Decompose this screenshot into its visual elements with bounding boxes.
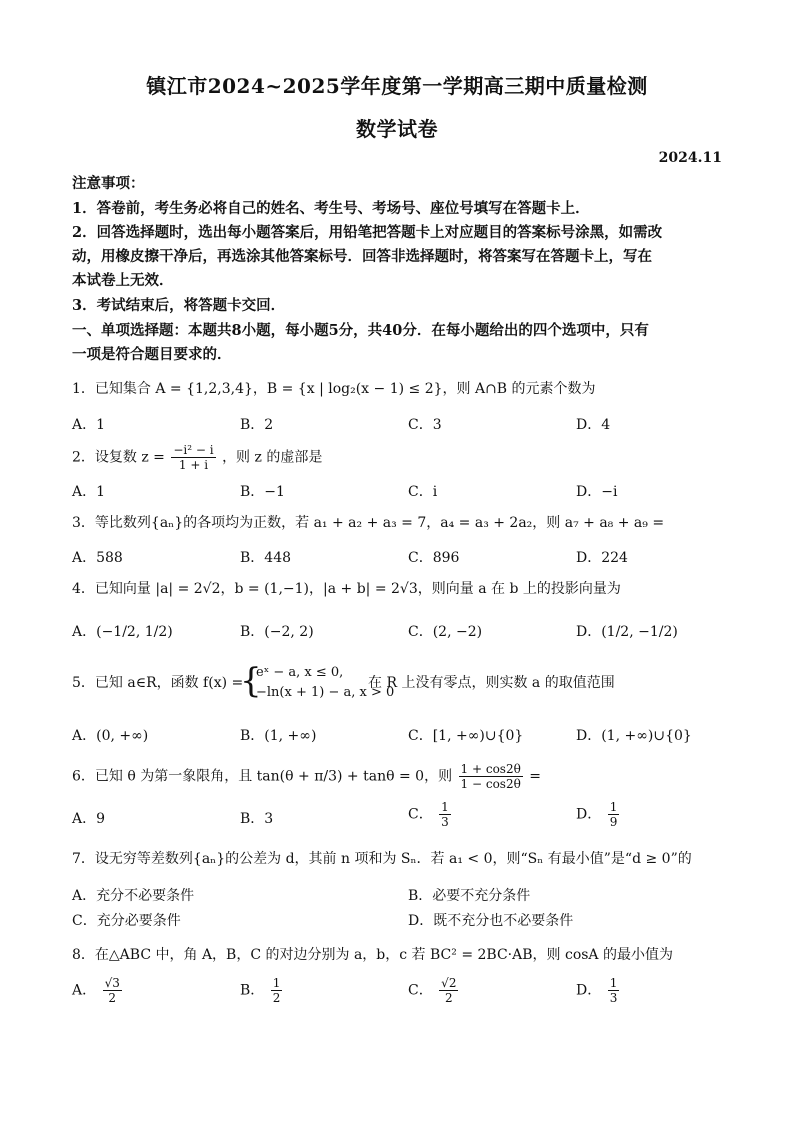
question-4-option-d: D．(1/2, −1/2) [576,624,678,640]
question-6-option-c-denominator: 3 [441,815,449,829]
question-8-option-d-fraction [608,976,620,1005]
question-6-stem [72,762,724,791]
question-6-option-d-label: D． [576,806,602,823]
question-4-option-a: A．(−1/2, 1/2) [72,624,173,640]
notice-item-2-line-1: 2．回答选择题时，选出每小题答案后，用铅笔把答题卡上对应题目的答案标号涂黑，如需改 [72,224,663,241]
question-7-option-d: D．既不充分也不必要条件 [408,913,574,929]
question-4-stem: 4．已知向量 |a| = 2√2，b = (1,−1)，|a + b| = 2√3，则向量 a 在 b 上的投影向量为 [72,581,621,597]
question-2-stem-post: ，则 z 的虚部是 [222,449,323,466]
question-6-numerator: 1 + cos2θ [460,762,521,776]
question-2-option-c: C．i [408,484,438,500]
notice-heading: 注意事项： [72,175,145,192]
question-5-stem-post: 在 R 上没有零点，则实数 a 的取值范围 [368,675,615,691]
exam-subtitle: 数学试卷 [356,117,438,141]
question-3-option-b: B．448 [240,550,292,566]
question-8-option-b [240,976,284,1005]
question-8-option-b-numerator: 1 [272,976,281,990]
question-6-fraction [459,762,523,791]
question-5-option-b: B．(1, +∞) [240,728,317,744]
question-8-option-d-denominator: 3 [609,991,618,1005]
question-2-stem-pre: 2．设复数 z = [72,449,165,466]
question-6-option-d-fraction [608,800,620,829]
question-7-option-a: A．充分不必要条件 [72,888,195,904]
question-8-stem: 8．在△ABC 中，角 A，B，C 的对边分别为 a，b，c 若 BC² = 2BC·AB，则 cosA 的最小值为 [72,947,673,963]
notice-item-2-line-2: 动，用橡皮擦干净后，再选涂其他答案标号．回答非选择题时，将答案写在答题卡上，写在 [72,248,652,265]
question-3-stem: 3．等比数列{aₙ}的各项均为正数，若 a₁ + a₂ + a₃ = 7，a₄ = a₃ + 2a₂，则 a₇ + a₈ + a₉ = [72,515,665,531]
question-2-stem [72,443,724,472]
question-1-option-d: D．4 [576,417,611,433]
question-8-option-b-denominator: 2 [272,991,281,1005]
question-5-option-a: A．(0, +∞) [72,728,149,744]
question-5-option-c: C．[1, +∞)∪{0} [408,728,524,744]
notice-item-2-line-3: 本试卷上无效． [72,272,174,289]
question-8-option-c-numerator: √2 [441,976,457,990]
question-6-stem-pre: 6．已知 θ 为第一象限角，且 tan(θ + π/3) + tanθ = 0，则 [72,768,453,785]
question-2-option-b: B．−1 [240,484,285,500]
question-5-stem-pre: 5．已知 a∈R，函数 f(x) = [72,675,244,691]
question-8-option-b-fraction [271,976,283,1005]
question-6-option-d [576,800,621,829]
question-8-option-c-label: C． [408,982,433,999]
question-8-option-b-label: B． [240,982,265,999]
question-5-case-2: −ln(x + 1) − a, x > 0 [256,685,395,700]
question-1-option-b: B．2 [240,417,274,433]
question-1-option-a: A．1 [72,417,106,433]
notice-item-1: 1．答卷前，考生务必将自己的姓名、考生号、考场号、座位号填写在答题卡上． [72,200,590,217]
question-3-option-c: C．896 [408,550,460,566]
question-6-option-d-numerator: 1 [609,800,618,814]
section-heading-line-2: 一项是符合题目要求的． [72,346,232,363]
question-6-option-a: A．9 [72,811,106,827]
question-8-option-a-denominator: 2 [108,991,117,1005]
question-2-numerator: −i² − i [173,443,214,457]
question-3-option-a: A．588 [72,550,123,566]
question-8-option-d [576,976,621,1005]
question-1-stem: 1．已知集合 A = {1,2,3,4}，B = {x | log₂(x − 1) ≤ 2}，则 A∩B 的元素个数为 [72,381,596,397]
question-7-option-c: C．充分必要条件 [72,913,181,929]
question-6-option-c-label: C． [408,806,433,823]
question-6-denominator: 1 − cos2θ [460,777,521,791]
exam-date: 2024.11 [658,150,722,166]
notice-item-3: 3．考试结束后，将答题卡交回． [72,297,286,314]
question-8-option-a-label: A． [72,982,97,999]
question-8-option-c-fraction [439,976,458,1005]
question-2-fraction [171,443,215,472]
question-1-option-c: C．3 [408,417,442,433]
question-8-option-c [408,976,460,1005]
question-6-option-d-denominator: 9 [609,815,618,829]
question-2-denominator: 1 + i [178,458,209,472]
question-8-option-d-label: D． [576,982,602,999]
question-2-option-d: D．−i [576,484,618,500]
question-5-case-1: eˣ − a, x ≤ 0, [256,665,344,680]
question-6-option-c-numerator: 1 [441,800,449,814]
question-6-option-b: B．3 [240,811,274,827]
question-8-option-a-fraction [103,976,122,1005]
question-8-option-d-numerator: 1 [609,976,618,990]
question-5-brace: { [240,661,262,701]
question-5-stem [72,661,724,704]
question-4-option-b: B．(−2, 2) [240,624,314,640]
question-6-option-c [408,800,453,829]
section-heading-line-1: 一、单项选择题：本题共8小题，每小题5分，共40分．在每小题给出的四个选项中，只有 [72,322,649,339]
question-6-stem-post: = [529,768,541,785]
question-8-option-a-numerator: √3 [104,976,120,990]
question-5-option-d: D．(1, +∞)∪{0} [576,728,692,744]
question-6-option-c-fraction [439,800,451,829]
question-4-option-c: C．(2, −2) [408,624,483,640]
question-2-option-a: A．1 [72,484,106,500]
question-7-stem: 7．设无穷等差数列{aₙ}的公差为 d，其前 n 项和为 Sₙ．若 a₁ < 0，则“Sₙ 有最小值”是“d ≥ 0”的 [72,851,692,867]
question-7-option-b: B．必要不充分条件 [408,888,531,904]
question-8-option-c-denominator: 2 [444,991,453,1005]
exam-title: 镇江市2024~2025学年度第一学期高三期中质量检测 [146,74,648,98]
question-8-option-a [72,976,124,1005]
question-3-option-d: D．224 [576,550,628,566]
